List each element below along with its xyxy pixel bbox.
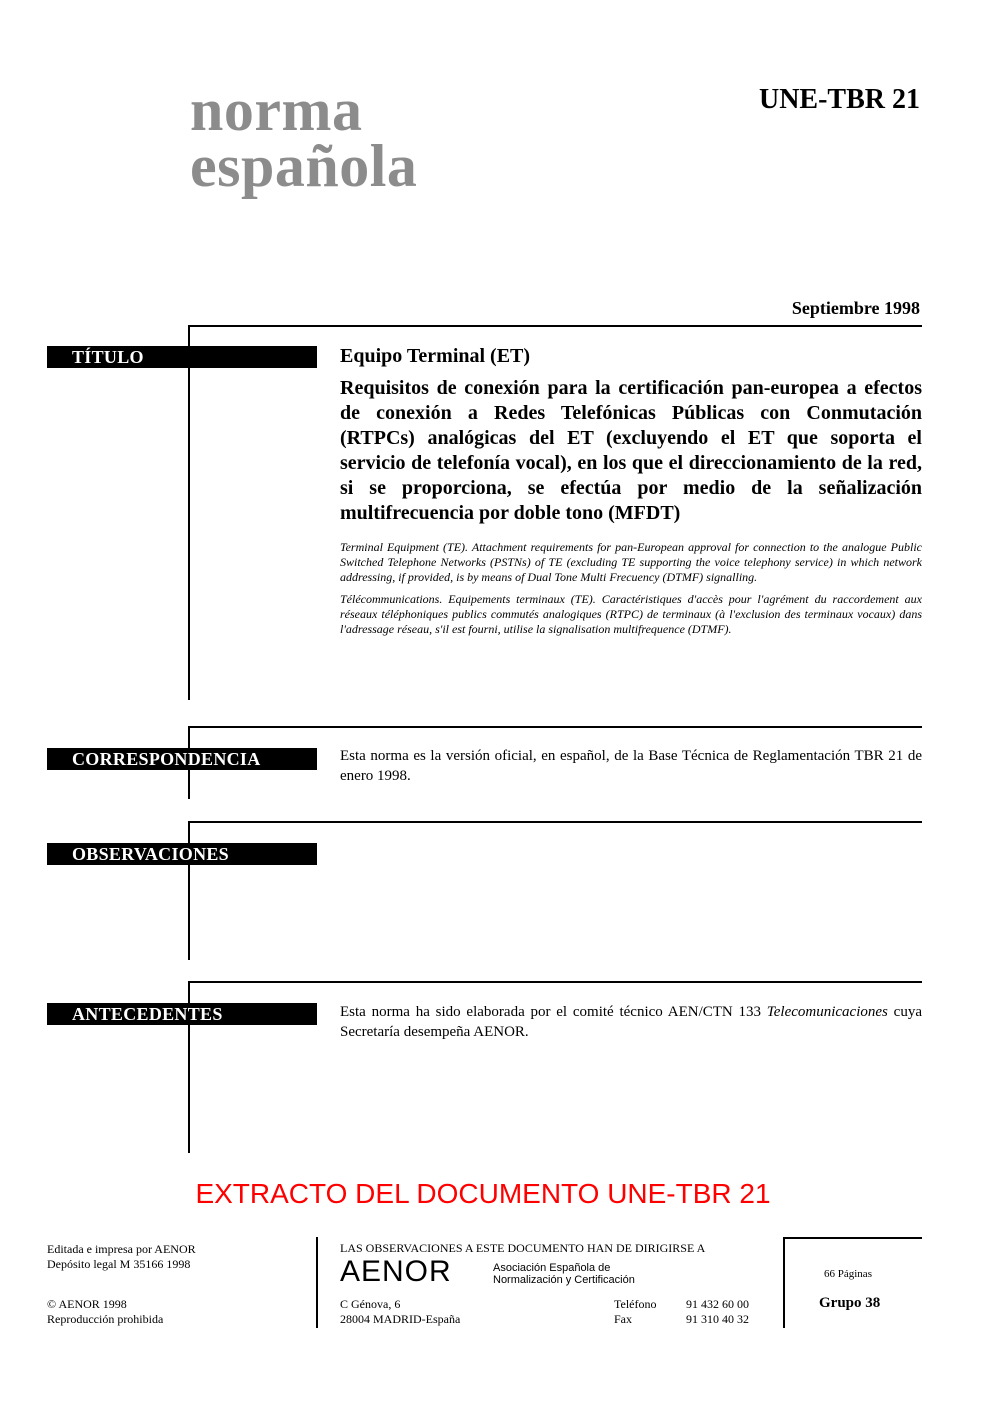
title-main: Equipo Terminal (ET) xyxy=(340,345,531,367)
correspondencia-text: Esta norma es la versión oficial, en español, de la Base Técnica de Reglamentación TBR 21 de enero 1998. xyxy=(340,748,922,784)
footer-publisher xyxy=(47,1242,196,1272)
brand-line-2: española xyxy=(190,133,418,199)
title-spanish: Requisitos de conexión para la certificación pan-europea a efectos de conexión a Redes Telefónicas Públicas con Conmutación (RTPCs) analógicas del ET (excluyendo el ET que soporta el servicio de telefonía vocal), en los que el direccionamiento de la red, si se proporciona, se efectúa por medio de la señalización multifrecuencia por doble tono (MFDT) xyxy=(340,377,922,524)
contact-values xyxy=(686,1297,749,1327)
aenor-full-name xyxy=(493,1262,635,1286)
titulo-side-rule xyxy=(188,325,190,700)
committee-name: Telecomunicaciones xyxy=(766,1004,888,1020)
copyright: © AENOR 1998 xyxy=(47,1297,127,1311)
aenor-address xyxy=(340,1297,460,1327)
antecedentes-text-start: Esta norma ha sido elaborada por el comité técnico AEN/CTN 133 xyxy=(340,1004,767,1020)
footer-box-side-rule xyxy=(783,1237,785,1328)
publication-date: Septiembre 1998 xyxy=(791,298,920,318)
footer-box-top-rule xyxy=(783,1237,922,1239)
fax-number: 91 310 40 32 xyxy=(686,1312,749,1326)
observaciones-label: OBSERVACIONES xyxy=(47,843,317,865)
aenor-name-line-1: Asociación Española de xyxy=(493,1262,611,1274)
titulo-label: TÍTULO xyxy=(47,346,317,368)
correspondencia-label: CORRESPONDENCIA xyxy=(47,748,317,770)
brand-title xyxy=(190,77,418,199)
correspondencia-top-rule xyxy=(188,726,922,728)
observations-note: LAS OBSERVACIONES A ESTE DOCUMENTO HAN DE DIRIGIRSE A xyxy=(340,1241,706,1255)
address-city: 28004 MADRID-España xyxy=(340,1312,461,1326)
title-english: Terminal Equipment (TE). Attachment requirements for pan-European approval for connection to the analogue Public Switched Telephone Networks (PSTNs) of TE (excluding TE supporting the voice telephony service) in which network addressing, if provided, is by means of Dual Tone Multi Frecuency (DTMF) signalling. xyxy=(340,540,922,584)
page-count: 66 Páginas xyxy=(824,1268,872,1280)
phone-label: Teléfono xyxy=(614,1297,657,1311)
footer-divider-left xyxy=(316,1237,318,1328)
fax-label: Fax xyxy=(614,1312,632,1326)
edited-by: Editada e impresa por AENOR xyxy=(47,1242,196,1256)
title-french: Télécommunications. Equipements terminaux (TE). Caractéristiques d'accès pour l'agrément du raccordement aux réseaux téléphoniques publics commutés analogiques (RTPC) de terminaux (à l'exclusion des terminaux vocaux) dans l'adressage réseau, s'il est fourni, utilise la signalisation multifrequence (DTMF). xyxy=(340,592,922,636)
address-street: C Génova, 6 xyxy=(340,1297,401,1311)
reproduction-notice: Reproducción prohibida xyxy=(47,1312,164,1326)
phone-number: 91 432 60 00 xyxy=(686,1297,749,1311)
footer-copyright xyxy=(47,1297,163,1327)
contact-labels xyxy=(614,1297,656,1327)
antecedentes-label: ANTECEDENTES xyxy=(47,1003,317,1025)
observaciones-side-rule xyxy=(188,821,190,960)
antecedentes-text-end: cuya Secretaría desempeña AENOR. xyxy=(340,1004,922,1040)
legal-deposit: Depósito legal M 35166 1998 xyxy=(47,1257,191,1271)
price-group: Grupo 38 xyxy=(819,1295,881,1311)
titulo-top-rule xyxy=(188,325,922,327)
standard-code: UNE-TBR 21 xyxy=(758,84,920,115)
aenor-logo: AENOR xyxy=(340,1255,452,1288)
antecedentes-text xyxy=(340,1002,922,1042)
antecedentes-top-rule xyxy=(188,981,922,983)
extract-notice: EXTRACTO DEL DOCUMENTO UNE-TBR 21 xyxy=(195,1178,771,1209)
aenor-name-line-2: Normalización y Certificación xyxy=(493,1274,635,1286)
brand-line-1: norma xyxy=(190,77,363,143)
observaciones-top-rule xyxy=(188,821,922,823)
titulo-content xyxy=(340,345,922,637)
